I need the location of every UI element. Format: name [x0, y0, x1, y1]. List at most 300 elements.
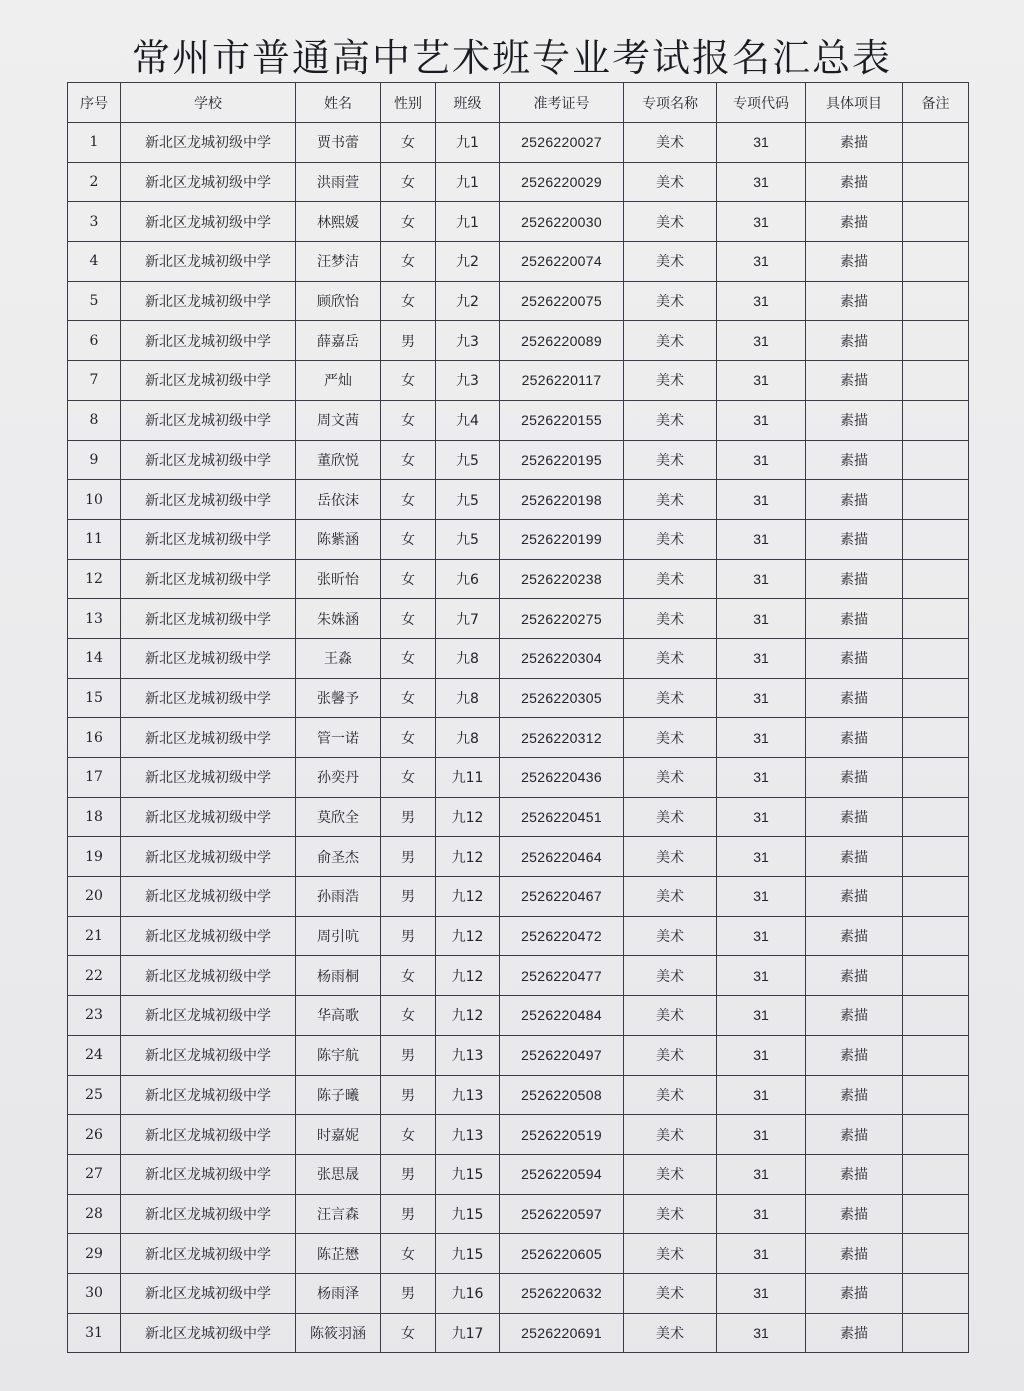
- cell-note: [903, 202, 969, 242]
- cell-class: 九13: [436, 1035, 500, 1075]
- table-row: [68, 400, 969, 440]
- cell-name: 王淼: [296, 638, 381, 678]
- cell-name: 杨雨桐: [296, 956, 381, 996]
- cell-school: 新北区龙城初级中学: [121, 559, 296, 599]
- cell-gender: 男: [381, 877, 436, 917]
- cell-code: 31: [717, 1075, 806, 1115]
- cell-exam-id: 2526220312: [500, 718, 624, 758]
- cell-note: [903, 1115, 969, 1155]
- cell-code: 31: [717, 400, 806, 440]
- cell-exam-id: 2526220089: [500, 321, 624, 361]
- cell-item: 素描: [806, 638, 903, 678]
- cell-gender: 男: [381, 1273, 436, 1313]
- cell-name: 陈宇航: [296, 1035, 381, 1075]
- cell-exam-id: 2526220477: [500, 956, 624, 996]
- cell-major: 美术: [624, 162, 717, 202]
- cell-name: 洪雨萱: [296, 162, 381, 202]
- cell-name: 周文茜: [296, 400, 381, 440]
- cell-school: 新北区龙城初级中学: [121, 718, 296, 758]
- cell-code: 31: [717, 1234, 806, 1274]
- cell-note: [903, 321, 969, 361]
- cell-name: 汪言森: [296, 1194, 381, 1234]
- cell-exam-id: 2526220075: [500, 281, 624, 321]
- cell-note: [903, 400, 969, 440]
- header-code: 专项代码: [717, 83, 806, 123]
- cell-name: 周引吭: [296, 916, 381, 956]
- cell-major: 美术: [624, 758, 717, 798]
- cell-note: [903, 1154, 969, 1194]
- cell-no: 4: [68, 242, 121, 282]
- cell-no: 14: [68, 638, 121, 678]
- cell-major: 美术: [624, 242, 717, 282]
- cell-code: 31: [717, 837, 806, 877]
- cell-name: 俞圣杰: [296, 837, 381, 877]
- table-row: [68, 281, 969, 321]
- table-row: [68, 440, 969, 480]
- cell-item: 素描: [806, 797, 903, 837]
- cell-exam-id: 2526220155: [500, 400, 624, 440]
- cell-major: 美术: [624, 1273, 717, 1313]
- cell-item: 素描: [806, 877, 903, 917]
- cell-no: 2: [68, 162, 121, 202]
- cell-exam-id: 2526220436: [500, 758, 624, 798]
- cell-item: 素描: [806, 1075, 903, 1115]
- cell-exam-id: 2526220497: [500, 1035, 624, 1075]
- table-row: [68, 837, 969, 877]
- cell-no: 21: [68, 916, 121, 956]
- cell-note: [903, 996, 969, 1036]
- cell-item: 素描: [806, 956, 903, 996]
- cell-item: 素描: [806, 559, 903, 599]
- cell-name: 陈紫涵: [296, 519, 381, 559]
- cell-gender: 男: [381, 1154, 436, 1194]
- cell-name: 张馨予: [296, 678, 381, 718]
- cell-code: 31: [717, 559, 806, 599]
- table-row: [68, 956, 969, 996]
- cell-major: 美术: [624, 797, 717, 837]
- cell-name: 陈芷懋: [296, 1234, 381, 1274]
- cell-exam-id: 2526220508: [500, 1075, 624, 1115]
- table-row: [68, 1115, 969, 1155]
- cell-item: 素描: [806, 1273, 903, 1313]
- cell-item: 素描: [806, 242, 903, 282]
- cell-major: 美术: [624, 440, 717, 480]
- cell-no: 7: [68, 361, 121, 401]
- cell-code: 31: [717, 202, 806, 242]
- table-row: [68, 718, 969, 758]
- cell-major: 美术: [624, 321, 717, 361]
- table-row: [68, 361, 969, 401]
- cell-school: 新北区龙城初级中学: [121, 956, 296, 996]
- cell-class: 九6: [436, 559, 500, 599]
- cell-class: 九8: [436, 678, 500, 718]
- cell-school: 新北区龙城初级中学: [121, 599, 296, 639]
- cell-no: 23: [68, 996, 121, 1036]
- cell-name: 董欣悦: [296, 440, 381, 480]
- cell-note: [903, 1273, 969, 1313]
- cell-code: 31: [717, 718, 806, 758]
- cell-major: 美术: [624, 638, 717, 678]
- cell-no: 29: [68, 1234, 121, 1274]
- cell-major: 美术: [624, 718, 717, 758]
- cell-gender: 女: [381, 281, 436, 321]
- cell-class: 九15: [436, 1194, 500, 1234]
- cell-item: 素描: [806, 599, 903, 639]
- cell-item: 素描: [806, 996, 903, 1036]
- cell-name: 岳依沫: [296, 480, 381, 520]
- cell-gender: 女: [381, 361, 436, 401]
- cell-no: 16: [68, 718, 121, 758]
- cell-major: 美术: [624, 1035, 717, 1075]
- cell-no: 24: [68, 1035, 121, 1075]
- cell-class: 九2: [436, 281, 500, 321]
- cell-no: 6: [68, 321, 121, 361]
- cell-class: 九12: [436, 877, 500, 917]
- cell-class: 九13: [436, 1115, 500, 1155]
- cell-name: 时嘉妮: [296, 1115, 381, 1155]
- cell-class: 九5: [436, 519, 500, 559]
- cell-code: 31: [717, 1154, 806, 1194]
- cell-item: 素描: [806, 202, 903, 242]
- cell-major: 美术: [624, 1075, 717, 1115]
- cell-exam-id: 2526220027: [500, 123, 624, 163]
- cell-note: [903, 559, 969, 599]
- cell-gender: 女: [381, 956, 436, 996]
- cell-name: 陈筱羽涵: [296, 1313, 381, 1353]
- cell-exam-id: 2526220464: [500, 837, 624, 877]
- cell-school: 新北区龙城初级中学: [121, 1075, 296, 1115]
- cell-name: 朱姝涵: [296, 599, 381, 639]
- table-row: [68, 480, 969, 520]
- cell-major: 美术: [624, 123, 717, 163]
- cell-code: 31: [717, 877, 806, 917]
- cell-school: 新北区龙城初级中学: [121, 202, 296, 242]
- cell-code: 31: [717, 242, 806, 282]
- cell-exam-id: 2526220117: [500, 361, 624, 401]
- cell-gender: 女: [381, 242, 436, 282]
- cell-item: 素描: [806, 440, 903, 480]
- cell-item: 素描: [806, 678, 903, 718]
- cell-class: 九8: [436, 638, 500, 678]
- cell-name: 陈子曦: [296, 1075, 381, 1115]
- cell-note: [903, 281, 969, 321]
- cell-name: 张昕怡: [296, 559, 381, 599]
- cell-note: [903, 837, 969, 877]
- table-row: [68, 1154, 969, 1194]
- cell-name: 贾书蕾: [296, 123, 381, 163]
- cell-code: 31: [717, 678, 806, 718]
- cell-no: 5: [68, 281, 121, 321]
- header-note: 备注: [903, 83, 969, 123]
- cell-note: [903, 123, 969, 163]
- cell-note: [903, 1313, 969, 1353]
- cell-no: 1: [68, 123, 121, 163]
- cell-code: 31: [717, 797, 806, 837]
- cell-class: 九1: [436, 202, 500, 242]
- cell-note: [903, 162, 969, 202]
- cell-exam-id: 2526220484: [500, 996, 624, 1036]
- cell-school: 新北区龙城初级中学: [121, 1273, 296, 1313]
- cell-exam-id: 2526220029: [500, 162, 624, 202]
- cell-exam-id: 2526220451: [500, 797, 624, 837]
- cell-exam-id: 2526220199: [500, 519, 624, 559]
- cell-item: 素描: [806, 718, 903, 758]
- cell-note: [903, 599, 969, 639]
- cell-gender: 男: [381, 1035, 436, 1075]
- cell-exam-id: 2526220472: [500, 916, 624, 956]
- cell-major: 美术: [624, 400, 717, 440]
- cell-class: 九8: [436, 718, 500, 758]
- cell-school: 新北区龙城初级中学: [121, 916, 296, 956]
- cell-gender: 男: [381, 321, 436, 361]
- table-row: [68, 1075, 969, 1115]
- cell-no: 28: [68, 1194, 121, 1234]
- cell-no: 15: [68, 678, 121, 718]
- header-gender: 性别: [381, 83, 436, 123]
- cell-note: [903, 480, 969, 520]
- cell-class: 九12: [436, 797, 500, 837]
- cell-major: 美术: [624, 837, 717, 877]
- cell-code: 31: [717, 123, 806, 163]
- cell-item: 素描: [806, 1313, 903, 1353]
- cell-code: 31: [717, 1035, 806, 1075]
- cell-exam-id: 2526220467: [500, 877, 624, 917]
- cell-gender: 女: [381, 718, 436, 758]
- cell-major: 美术: [624, 1115, 717, 1155]
- cell-class: 九16: [436, 1273, 500, 1313]
- cell-note: [903, 361, 969, 401]
- cell-gender: 女: [381, 559, 436, 599]
- cell-name: 管一诺: [296, 718, 381, 758]
- cell-school: 新北区龙城初级中学: [121, 638, 296, 678]
- cell-code: 31: [717, 758, 806, 798]
- cell-major: 美术: [624, 877, 717, 917]
- cell-note: [903, 1234, 969, 1274]
- cell-gender: 男: [381, 916, 436, 956]
- cell-item: 素描: [806, 1194, 903, 1234]
- table-row: [68, 1035, 969, 1075]
- cell-class: 九1: [436, 123, 500, 163]
- cell-class: 九5: [436, 480, 500, 520]
- cell-code: 31: [717, 1313, 806, 1353]
- cell-major: 美术: [624, 916, 717, 956]
- table-row: [68, 678, 969, 718]
- cell-gender: 女: [381, 599, 436, 639]
- cell-school: 新北区龙城初级中学: [121, 281, 296, 321]
- cell-note: [903, 519, 969, 559]
- cell-name: 孙奕丹: [296, 758, 381, 798]
- cell-school: 新北区龙城初级中学: [121, 1234, 296, 1274]
- cell-major: 美术: [624, 519, 717, 559]
- cell-item: 素描: [806, 837, 903, 877]
- cell-gender: 女: [381, 202, 436, 242]
- cell-class: 九3: [436, 321, 500, 361]
- cell-exam-id: 2526220519: [500, 1115, 624, 1155]
- cell-exam-id: 2526220198: [500, 480, 624, 520]
- cell-code: 31: [717, 1273, 806, 1313]
- cell-item: 素描: [806, 321, 903, 361]
- table-row: [68, 1194, 969, 1234]
- cell-gender: 女: [381, 638, 436, 678]
- cell-gender: 男: [381, 1075, 436, 1115]
- cell-name: 杨雨泽: [296, 1273, 381, 1313]
- cell-gender: 女: [381, 678, 436, 718]
- cell-code: 31: [717, 281, 806, 321]
- cell-gender: 女: [381, 1234, 436, 1274]
- cell-major: 美术: [624, 559, 717, 599]
- cell-major: 美术: [624, 599, 717, 639]
- cell-note: [903, 877, 969, 917]
- cell-note: [903, 1035, 969, 1075]
- table-body: [68, 123, 969, 1353]
- cell-name: 莫欣全: [296, 797, 381, 837]
- cell-code: 31: [717, 1194, 806, 1234]
- cell-gender: 男: [381, 797, 436, 837]
- cell-school: 新北区龙城初级中学: [121, 837, 296, 877]
- cell-name: 严灿: [296, 361, 381, 401]
- cell-item: 素描: [806, 480, 903, 520]
- cell-major: 美术: [624, 1313, 717, 1353]
- cell-item: 素描: [806, 916, 903, 956]
- cell-item: 素描: [806, 758, 903, 798]
- cell-school: 新北区龙城初级中学: [121, 361, 296, 401]
- cell-no: 22: [68, 956, 121, 996]
- cell-school: 新北区龙城初级中学: [121, 797, 296, 837]
- table-row: [68, 559, 969, 599]
- table-row: [68, 123, 969, 163]
- cell-name: 顾欣怡: [296, 281, 381, 321]
- header-exam-id: 准考证号: [500, 83, 624, 123]
- cell-major: 美术: [624, 956, 717, 996]
- cell-note: [903, 718, 969, 758]
- cell-class: 九7: [436, 599, 500, 639]
- cell-gender: 女: [381, 400, 436, 440]
- cell-exam-id: 2526220691: [500, 1313, 624, 1353]
- cell-name: 华高歌: [296, 996, 381, 1036]
- cell-class: 九15: [436, 1154, 500, 1194]
- registration-table: [67, 82, 969, 1353]
- cell-class: 九4: [436, 400, 500, 440]
- cell-major: 美术: [624, 1154, 717, 1194]
- table-row: [68, 638, 969, 678]
- cell-class: 九12: [436, 996, 500, 1036]
- cell-note: [903, 242, 969, 282]
- cell-code: 31: [717, 638, 806, 678]
- cell-exam-id: 2526220074: [500, 242, 624, 282]
- cell-no: 13: [68, 599, 121, 639]
- cell-school: 新北区龙城初级中学: [121, 1115, 296, 1155]
- cell-exam-id: 2526220238: [500, 559, 624, 599]
- header-major: 专项名称: [624, 83, 717, 123]
- cell-name: 林熙媛: [296, 202, 381, 242]
- cell-class: 九3: [436, 361, 500, 401]
- cell-exam-id: 2526220597: [500, 1194, 624, 1234]
- cell-note: [903, 797, 969, 837]
- cell-class: 九5: [436, 440, 500, 480]
- cell-school: 新北区龙城初级中学: [121, 162, 296, 202]
- cell-major: 美术: [624, 1234, 717, 1274]
- cell-school: 新北区龙城初级中学: [121, 996, 296, 1036]
- cell-code: 31: [717, 321, 806, 361]
- cell-note: [903, 440, 969, 480]
- cell-code: 31: [717, 956, 806, 996]
- cell-item: 素描: [806, 1035, 903, 1075]
- cell-no: 18: [68, 797, 121, 837]
- table-row: [68, 916, 969, 956]
- cell-no: 11: [68, 519, 121, 559]
- cell-school: 新北区龙城初级中学: [121, 321, 296, 361]
- cell-school: 新北区龙城初级中学: [121, 758, 296, 798]
- header-row: [68, 83, 969, 123]
- cell-item: 素描: [806, 281, 903, 321]
- cell-gender: 女: [381, 996, 436, 1036]
- cell-no: 12: [68, 559, 121, 599]
- cell-item: 素描: [806, 1234, 903, 1274]
- cell-code: 31: [717, 916, 806, 956]
- cell-class: 九2: [436, 242, 500, 282]
- cell-school: 新北区龙城初级中学: [121, 1035, 296, 1075]
- table-row: [68, 1313, 969, 1353]
- cell-item: 素描: [806, 519, 903, 559]
- table-row: [68, 1273, 969, 1313]
- cell-major: 美术: [624, 678, 717, 718]
- cell-gender: 女: [381, 1115, 436, 1155]
- table-row: [68, 797, 969, 837]
- cell-no: 17: [68, 758, 121, 798]
- header-class: 班级: [436, 83, 500, 123]
- cell-school: 新北区龙城初级中学: [121, 877, 296, 917]
- cell-gender: 女: [381, 480, 436, 520]
- cell-class: 九15: [436, 1234, 500, 1274]
- cell-gender: 男: [381, 1194, 436, 1234]
- cell-gender: 女: [381, 758, 436, 798]
- cell-gender: 女: [381, 1313, 436, 1353]
- cell-no: 27: [68, 1154, 121, 1194]
- header-no: 序号: [68, 83, 121, 123]
- cell-item: 素描: [806, 1154, 903, 1194]
- cell-no: 19: [68, 837, 121, 877]
- table-row: [68, 599, 969, 639]
- cell-note: [903, 956, 969, 996]
- cell-note: [903, 758, 969, 798]
- cell-code: 31: [717, 996, 806, 1036]
- table-row: [68, 202, 969, 242]
- cell-class: 九17: [436, 1313, 500, 1353]
- cell-name: 孙雨浩: [296, 877, 381, 917]
- cell-school: 新北区龙城初级中学: [121, 400, 296, 440]
- cell-class: 九12: [436, 956, 500, 996]
- cell-name: 汪梦洁: [296, 242, 381, 282]
- cell-school: 新北区龙城初级中学: [121, 440, 296, 480]
- cell-school: 新北区龙城初级中学: [121, 480, 296, 520]
- cell-no: 3: [68, 202, 121, 242]
- cell-name: 薛嘉岳: [296, 321, 381, 361]
- document-title: 常州市普通高中艺术班专业考试报名汇总表: [131, 36, 892, 80]
- cell-item: 素描: [806, 162, 903, 202]
- cell-note: [903, 916, 969, 956]
- cell-code: 31: [717, 162, 806, 202]
- cell-gender: 女: [381, 519, 436, 559]
- cell-class: 九12: [436, 916, 500, 956]
- table-row: [68, 1234, 969, 1274]
- cell-item: 素描: [806, 1115, 903, 1155]
- cell-major: 美术: [624, 1194, 717, 1234]
- cell-note: [903, 678, 969, 718]
- cell-major: 美术: [624, 996, 717, 1036]
- cell-school: 新北区龙城初级中学: [121, 242, 296, 282]
- cell-name: 张思晟: [296, 1154, 381, 1194]
- header-name: 姓名: [296, 83, 381, 123]
